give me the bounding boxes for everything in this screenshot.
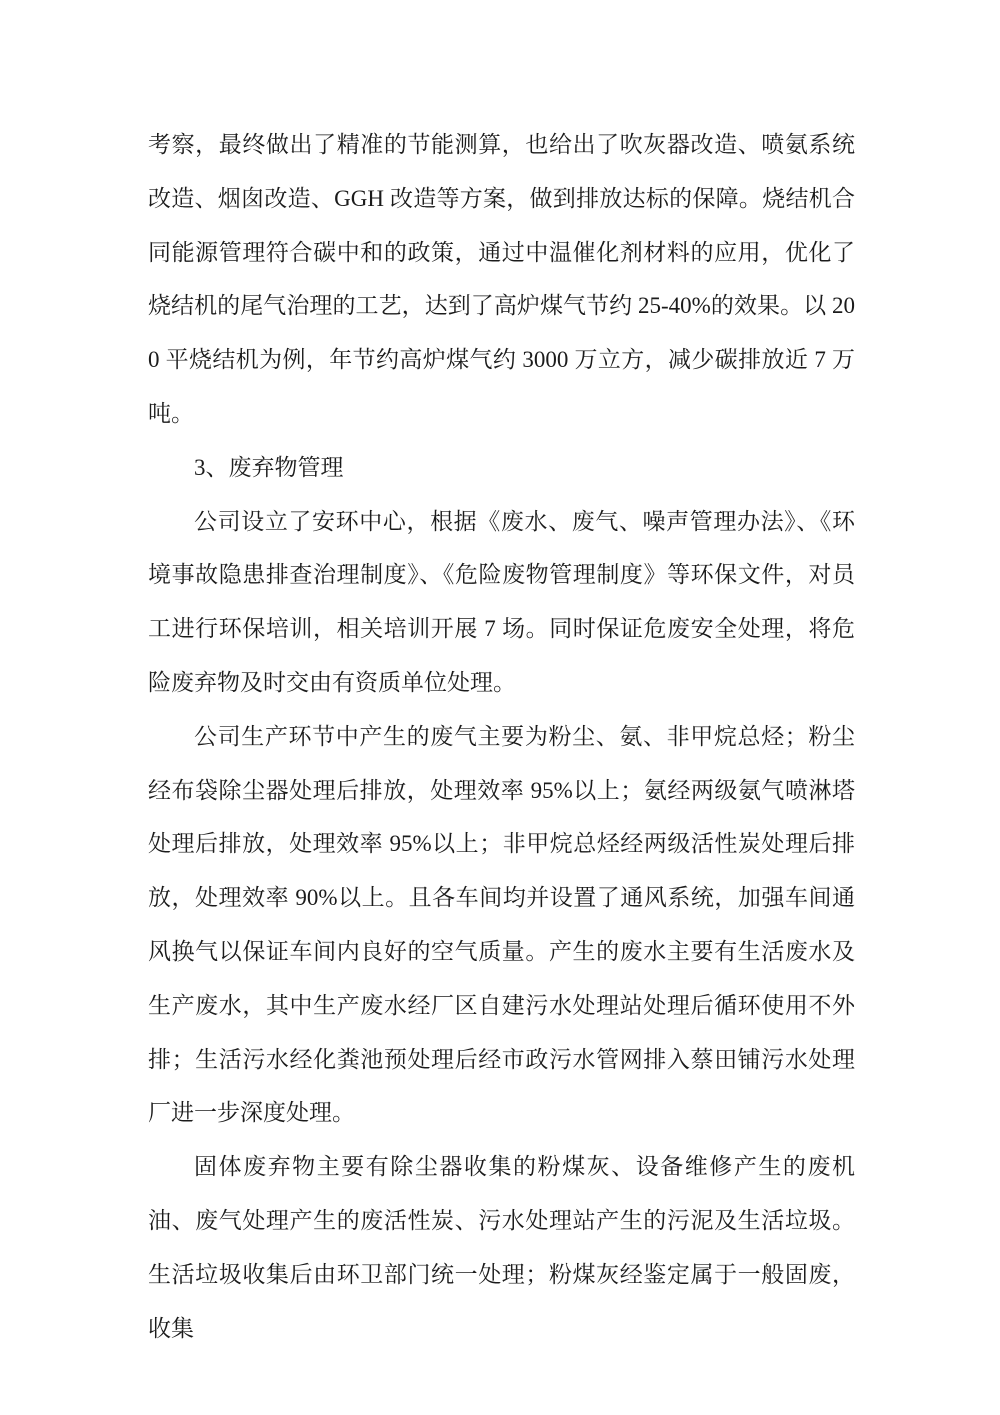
paragraph-solid-waste: 固体废弃物主要有除尘器收集的粉煤灰、设备维修产生的废机油、废气处理产生的废活性炭、污水处理站产生的污泥及生活垃圾。生活垃圾收集后由环卫部门统一处理；粉煤灰经鉴定属于一般固废，收集: [148, 1154, 855, 1341]
document-body: [148, 118, 855, 1355]
paragraph-energy-saving-continuation: 考察，最终做出了精准的节能测算，也给出了吹灰器改造、喷氨系统改造、烟囱改造、GGH 改造等方案，做到排放达标的保障。烧结机合同能源管理符合碳中和的政策，通过中温催化剂材料的应用，优化了烧结机的尾气治理的工艺，达到了高炉煤气节约 25-40%的效果。以 200 平烧结机为例，年节约高炉煤气约 3000 万立方，减少碳排放近 7 万吨。: [148, 132, 855, 426]
section-heading-waste-management: 3、废弃物管理: [194, 454, 344, 480]
paragraph-environment-center-training: 公司设立了安环中心，根据《废水、废气、噪声管理办法》、《环境事故隐患排查治理制度》、《危险废物管理制度》等环保文件，对员工进行环保培训，相关培训开展 7 场。同时保证危废安全处理，将危险废弃物及时交由有资质单位处理。: [148, 508, 855, 695]
paragraph-waste-gas-and-water-treatment: 公司生产环节中产生的废气主要为粉尘、氨、非甲烷总烃；粉尘经布袋除尘器处理后排放，处理效率 95%以上；氨经两级氨气喷淋塔处理后排放，处理效率 95%以上；非甲烷总烃经两级活性炭处理后排放，处理效率 90%以上。且各车间均并设置了通风系统，加强车间通风换气以保证车间内良好的空气质量。产生的废水主要有生活废水及生产废水，其中生产废水经厂区自建污水处理站处理后循环使用不外排；生活污水经化粪池预处理后经市政污水管网排入蔡田铺污水处理厂进一步深度处理。: [148, 723, 855, 1126]
